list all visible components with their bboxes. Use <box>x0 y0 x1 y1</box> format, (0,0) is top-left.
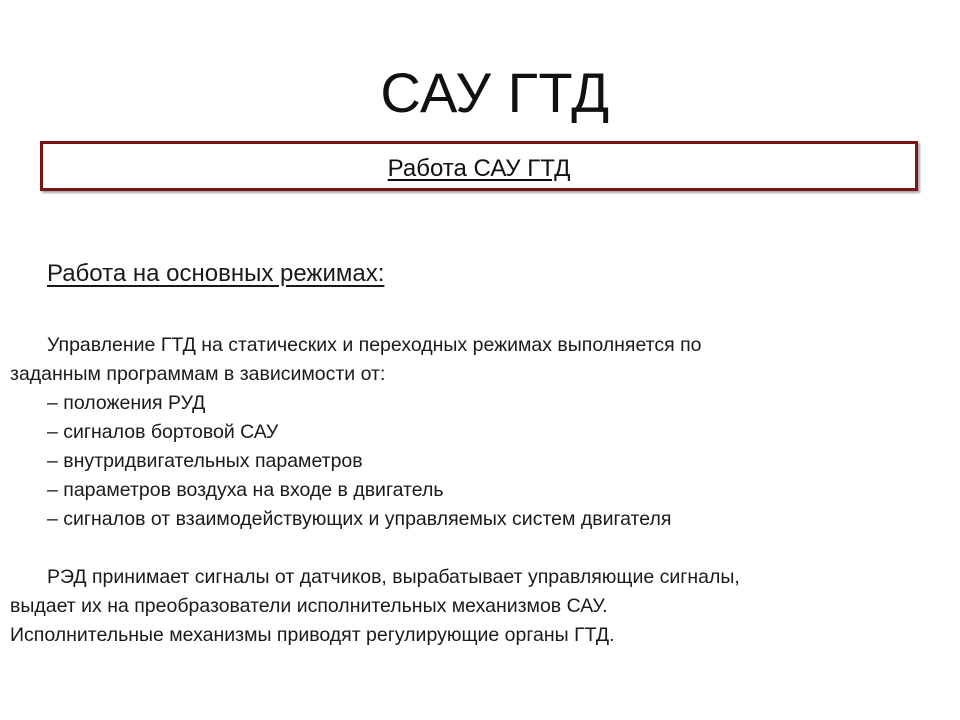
slide-title: САУ ГТД <box>380 61 610 124</box>
paragraph-red-signals <box>10 563 910 650</box>
list-item: – сигналов от взаимодействующих и управляемых систем двигателя <box>47 508 672 530</box>
paragraph-line: заданным программам в зависимости от: <box>10 363 386 385</box>
paragraph-line: выдает их на преобразователи исполнительных механизмов САУ. <box>10 595 608 617</box>
paragraph-line: Исполнительные механизмы приводят регулирующие органы ГТД. <box>10 624 615 646</box>
subtitle-text: Работа САУ ГТД <box>387 155 571 182</box>
list-item: – внутридвигательных параметров <box>47 450 363 472</box>
subtitle-box <box>40 141 918 191</box>
paragraph-control-programs <box>10 331 910 534</box>
list-item: – положения РУД <box>47 392 206 414</box>
list-item: – сигналов бортовой САУ <box>47 421 279 443</box>
paragraph-line: Управление ГТД на статических и переходных режимах выполняется по <box>47 334 702 356</box>
list-item: – параметров воздуха на входе в двигатель <box>47 479 444 501</box>
paragraph-line: РЭД принимает сигналы от датчиков, вырабатывает управляющие сигналы, <box>47 566 740 588</box>
section-heading: Работа на основных режимах: <box>47 260 385 287</box>
